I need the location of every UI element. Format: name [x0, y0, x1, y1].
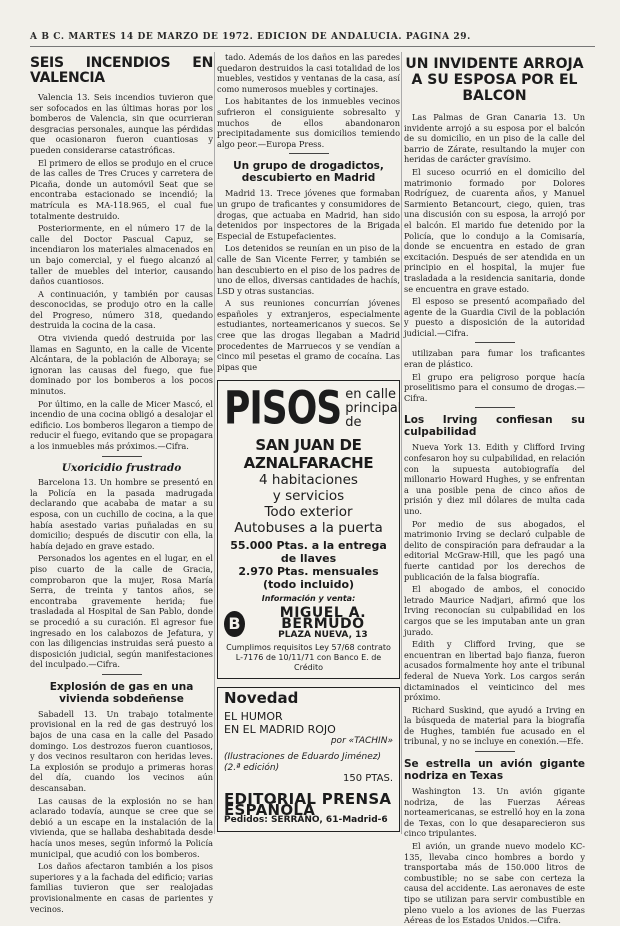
ad-novedad-price: 150 PTAS. — [343, 772, 393, 784]
divider — [475, 751, 515, 752]
ad-pisos-line: 4 habitaciones — [259, 472, 358, 489]
ad-novedad-illustrations: (Ilustraciones de Eduardo Jiménez) (2.ª edición) — [224, 752, 381, 773]
ad-novedad — [217, 687, 400, 832]
column-1 — [30, 52, 213, 914]
ad-pisos-info: Información y venta: — [261, 594, 356, 604]
paragraph: A continuación, y también por causas desconocidas, se produjo otro en la calle del Progreso, número 318, quedando destruida la cocina de la casa. — [30, 288, 213, 331]
ad-novedad-publisher: EDITORIAL PRENSA ESPAÑOLA — [224, 790, 392, 819]
divider — [102, 674, 142, 675]
column-2 — [217, 52, 400, 848]
headline-valencia: SEIS INCENDIOS EN VALENCIA — [30, 55, 213, 86]
paragraph: Por medio de sus abogados, el matrimonio Irving se declaró culpable de delito de conspiración para defraudar a la editorial McGraw-Hill, que les pagó una fuerte cantidad por los derechos de publicación de la falsa biografía. — [404, 518, 585, 582]
divider — [102, 456, 142, 457]
headline-explosion: Explosión de gas en una vivienda sobdeñense — [49, 680, 194, 705]
paragraph: Barcelona 13. Un hombre se presentó en la Policía en la pasada madrugada declarando que acababa de matar a su esposa, con un cuchillo de cocina, a la que había asestado varias puñaladas en su domicilio; después de discutir con ella, la había dejado en grave estado. — [30, 477, 213, 551]
paragraph: Madrid 13. Trece jóvenes que formaban un grupo de traficantes y consumidores de drogas, que actuaba en Madrid, han sido detenidos por inspectores de la Brigada Especial de Estupefacientes. — [217, 188, 400, 241]
paragraph: El esposo se presentó acompañado del agente de la Guardia Civil de la población y puesto a disposición de la autoridad judicial.—Cifra. — [404, 296, 585, 338]
headline-invidente: UN INVIDENTE ARROJA A SU ESPOSA POR EL BALCON — [405, 56, 584, 104]
ad-pisos-line: y servicios — [272, 488, 345, 505]
paragraph: El avión, un grande nuevo modelo KC-135, llevaba cinco hombres a bordo y transportaba más de 150.000 litros de combustible; no se sabe con certeza la causa del accidente. Las aeronaves de este tipo se utilizan para servir combustible en pleno vuelo a los aviones de las Fuerzas Aéreas de los Estados Unidos.—Cifra. — [404, 841, 585, 926]
header-rule — [30, 46, 595, 47]
headline-uxoricidio: Uxoricidio frustrado — [61, 461, 182, 474]
paragraph: El grupo era peligroso porque hacía proselitismo para el consumo de drogas.—Cifra. — [404, 371, 585, 403]
paragraph: Posteriormente, en el número 17 de la calle del Doctor Pascual Capuz, se incendiaron los materiales almacenados en un bajo comercial, y el fuego alcanzó al taller de muebles del interior, causando daños cuantiosos. — [30, 223, 213, 287]
paragraph: utilizaban para fumar los traficantes eran de plástico. — [404, 348, 585, 370]
column-divider — [401, 52, 402, 834]
paragraph: Los detenidos se reunían en un piso de la calle de San Vicente Ferrer, y también se han descubierto en el piso de los padres de uno de ellos, diversas cantidades de hachís, LSD y otras sustancias. — [217, 243, 400, 296]
headline-avion: Se estrella un avión gigante nodriza en Texas — [404, 758, 585, 783]
ad-pisos-line: Autobuses a la puerta — [234, 520, 383, 537]
column-divider — [214, 52, 215, 834]
ad-pisos-line: Todo exterior — [264, 504, 353, 521]
paragraph: Por último, en la calle de Micer Mascó, el incendio de una cocina obligó a desalojar el edificio. Los bomberos llegaron a tiempo de reducir el fuego, evitando que se propagara a los inmuebles más próximos.—Cifra. — [30, 398, 213, 451]
paragraph: Las Palmas de Gran Canaria 13. Un invidente arrojó a su esposa por el balcón de su domicilio, en un piso de la calle del barrio de Zárate, resultando la mujer con heridas de carácter gravísimo. — [404, 112, 585, 165]
ad-pisos-address: PLAZA NUEVA, 13 — [278, 629, 368, 640]
page-header: A B C. MARTES 14 DE MARZO DE 1972. EDICION DE ANDALUCIA. PAGINA 29. — [30, 32, 471, 42]
ad-pisos-title: PISOS — [224, 383, 342, 436]
headline-drogadictos: Un grupo de drogadictos, descubierto en Madrid — [233, 160, 384, 185]
paragraph: Los daños afectaron también a los pisos superiores y a la fachada del edificio; varias familias tuvieron que ser realojadas provisionalmente en casas de parientes y vecinos. — [30, 861, 213, 914]
paragraph: Sabadell 13. Un trabajo totalmente provisional en la red de gas destruyó los bajos de una casa en la calle del Pasado domingo. Los destrozos fueron cuantiosos, y dos vecinos resultaron con heridas leves. La explosión se produjo a primeras horas del día, cuando los vecinos aún descansaban. — [30, 708, 213, 794]
ad-pisos-price: 55.000 Ptas. a la entrega de llaves — [230, 539, 387, 566]
paragraph: Los habitantes de los inmuebles vecinos sufrieron el consiguiente sobresalto y muchos de ellos abandonaron precipitadamente sus domicilios temiendo algo peor.—Europa Press. — [217, 96, 400, 149]
paragraph: El abogado de ambos, el conocido letrado Maurice Nadjari, afirmó que los Irving reconocían su culpabilidad en los cargos que se les imputaban ante un gran jurado. — [404, 584, 585, 637]
paragraph: tado. Además de los daños en las paredes quedaron destruidos la casi totalidad de los muebles, vestidos y ventanas de la casa, así como numerosos muebles y cortinajes. — [217, 52, 400, 94]
ad-pisos-street: SAN JUAN DE AZNALFARACHE — [243, 436, 374, 473]
ad-pisos-price: 2.970 Ptas. mensuales (todo incluido) — [238, 565, 379, 592]
divider — [475, 407, 515, 408]
paragraph: Valencia 13. Seis incendios tuvieron que ser sofocados en las últimas horas por los bomberos de Valencia, sin que ocurrieran desgracias personales, aunque las pérdidas que ocasionaron fueron cuantiosas y pueden considerarse catastróficas. — [30, 92, 213, 155]
paragraph: Personados los agentes en el lugar, en el piso cuarto de la calle de Gracia, comprobaron que la mujer, Rosa María Serra, de treinta y tantos años, se encontraba gravemente herida; fue trasladada al Hospital de San Pablo, donde se procedió a su curación. El agresor fue ingresado en los calabozos de Jefatura, y con las diligencias instruidas será puesto a disposición judicial, según manifestaciones del inculpado.—Cifra. — [30, 553, 213, 670]
paragraph: Nueva York 13. Edith y Clifford Irving confesaron hoy su culpabilidad, en relación con la supuesta autobiografía del millonario Howard Hughes, y se enfrentan a una posible pena de cinco años de prisión y diez mil dólares de multa cada uno. — [404, 442, 585, 516]
ad-novedad-book: EN EL MADRID ROJO — [224, 722, 336, 736]
ad-pisos-company: MIGUEL A. BERMUDO — [279, 605, 367, 633]
ad-novedad-author: por «TACHIN» — [330, 735, 393, 746]
divider — [289, 153, 329, 154]
ad-pisos — [217, 380, 400, 679]
paragraph: El suceso ocurrió en el domicilio del matrimonio formado por Dolores Rodríguez, de cuarenta años, y Manuel Sarmiento Betancourt, ciego, quien, tras una discusión con su esposa, la arrojó por el balcón. El marido fue detenido por la Policía, que lo condujo a la Comisaría, donde se encuentra en estado de gran excitación. Después de ser atendida en un principio en el hospital, la mujer fue trasladada a la residencia sanitaria, donde se encuentra en grave estado. — [404, 166, 585, 294]
paragraph: Las causas de la explosión no se han aclarado todavía, aunque se cree que se debió a un escape en la instalación de la vivienda, que se hallaba deshabitada desde hacía unos meses, según informó la Policía municipal, que acudió con los bomberos. — [30, 795, 213, 859]
paragraph: Otra vivienda quedó destruida por las llamas en Sagunto, en la calle de Vicente Alcántara, de la población de Alboraya; se ignoran las causas del fuego, que fue dominado por los bomberos a los pocos minutos. — [30, 333, 213, 397]
ad-novedad-title: Novedad — [224, 689, 299, 708]
headline-irving: Los Irving confiesan su culpabilidad — [404, 414, 585, 439]
bermudo-logo-icon: B — [224, 611, 245, 637]
paragraph: Richard Suskind, que ayudó a Irving en la búsqueda de material para la biografía de Hughes, también fue acusado en el tribunal, y no se incluye en conexión.—Efe. — [404, 704, 585, 747]
divider — [475, 342, 515, 343]
paragraph: El primero de ellos se produjo en el cruce de las calles de Tres Cruces y carretera de Picaña, donde un automóvil Seat que se encontraba estacionado se incendió; la matrícula es MA-118.965, el cual fue totalmente destruido. — [30, 157, 213, 221]
paragraph: Edith y Clifford Irving, que se encuentran en libertad bajo fianza, fueron acusados formalmente hoy ante el tribunal federal de Nueva York. Los cargos serán dictaminados el veinticinco del mes próximo. — [404, 639, 585, 703]
paragraph: Washington 13. Un avión gigante nodriza, de las Fuerzas Aéreas norteamericanas, se estrelló hoy en la zona de Texas, con lo que desaparecieron sus cinco tripulantes. — [404, 786, 585, 839]
paragraph: A sus reuniones concurrían jóvenes españoles y extranjeros, especialmente estudiantes, norteamericanos y suecos. Se cree que las drogas llegaban a Madrid procedentes de Marruecos y se vendían a cinco mil pesetas el gramo de cocaína. Las pipas que — [217, 298, 400, 372]
ad-novedad-orders: Pedidos: SERRANO, 61-Madrid-6 — [224, 815, 388, 826]
ad-novedad-book: EL HUMOR — [224, 709, 283, 723]
ad-pisos-legal: Cumplimos requisitos Ley 57/68 contrato L-7176 de 10/11/71 con Banco E. de Crédito — [226, 643, 391, 673]
column-3 — [404, 52, 585, 926]
ad-pisos-subtitle: en calle principal de — [345, 387, 402, 431]
